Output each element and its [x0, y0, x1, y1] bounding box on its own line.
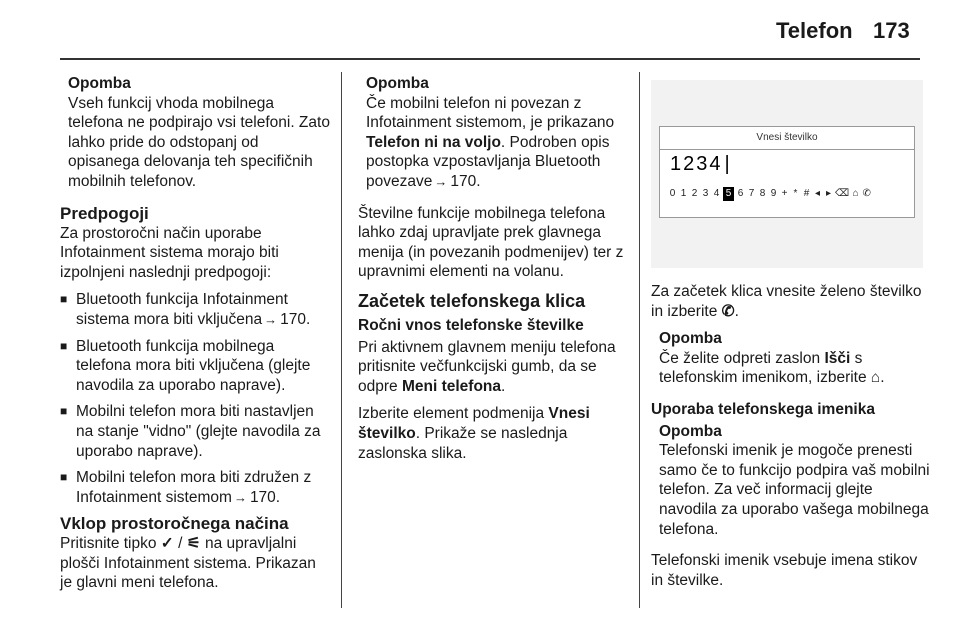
keypad-key[interactable]: * [793, 188, 798, 199]
column-3 [651, 74, 931, 590]
functions-paragraph: Številne funkcije mobilnega telefona lahko zdaj upravljate prek glavnega menija (in povezanih podmenijev) ter z upravnimi elementi na volanu. [358, 204, 624, 281]
column-divider-1 [341, 72, 342, 608]
screen-title: Vnesi številko [660, 127, 914, 150]
phonebook-paragraph: Telefonski imenik vsebuje imena stikov in številke. [651, 552, 918, 589]
page-reference[interactable]: → 170. [262, 311, 310, 328]
prerequisite-list [60, 290, 332, 507]
keypad-key[interactable]: 6 [737, 188, 744, 199]
heading-zacetek: Začetek telefonskega klica [358, 290, 586, 311]
heading-uporaba: Uporaba telefonskega imenika [651, 400, 875, 418]
heading-vklop: Vklop prostoročnega načina [60, 514, 289, 534]
keypad-key[interactable]: ▸ [825, 188, 832, 199]
page-reference[interactable]: → 170. [432, 173, 480, 190]
column-divider-2 [639, 72, 640, 608]
list-item: ■ Mobilni telefon mora biti združen z Infotainment sistemom→ 170. [60, 468, 332, 507]
keypad-row [668, 187, 871, 201]
keypad-key[interactable]: # [803, 188, 810, 199]
infotainment-screen [659, 126, 915, 218]
chapter-title: Telefon [776, 18, 853, 43]
keypad-key[interactable]: ◂ [814, 188, 821, 199]
keypad-key[interactable]: 8 [759, 188, 766, 199]
keypad-key[interactable]: 1 [680, 188, 687, 199]
note-title: Opomba [68, 75, 131, 92]
note-text: Vseh funkcij vhoda mobilnega telefona ne podpirajo vsi telefoni. Zato lahko pride do odstopanj od opisanega delovanja teh specifičnih mobilnih telefonov. [68, 94, 330, 190]
note-title: Opomba [659, 422, 722, 440]
submenu-paragraph: Izberite element podmenija Vnesi številko. Prikaže se naslednja zaslonska slika. [358, 405, 590, 462]
list-item: ■ Bluetooth funkcija Infotainment sistema mora biti vključena→ 170. [60, 290, 332, 329]
note-title: Opomba [366, 75, 429, 92]
keypad-key[interactable]: 2 [691, 188, 698, 199]
page-reference[interactable]: → 170. [232, 489, 280, 506]
keypad-key[interactable]: ✆ [862, 188, 871, 199]
keypad-key[interactable]: 7 [748, 188, 755, 199]
keypad-key[interactable]: 5 [723, 187, 734, 201]
note-title: Opomba [659, 330, 722, 348]
header-divider [60, 58, 920, 60]
note-box [358, 74, 630, 192]
column-2 [358, 74, 630, 471]
page-number: 173 [873, 18, 910, 43]
call-paragraph: Za začetek klica vnesite želeno številko in izberite ✆. [651, 283, 922, 320]
list-item: ■ Bluetooth funkcija mobilnega telefona mora biti vključena (glejte navodila za uporabo naprave). [60, 337, 332, 396]
keypad-key[interactable]: 0 [669, 188, 676, 199]
intro-paragraph: Za prostoročni način uporabe Infotainment sistema morajo biti izpolnjeni naslednji predpogoji: [60, 224, 279, 281]
phone-mute-icon: ⚟ [186, 535, 201, 553]
keypad-key[interactable]: + [781, 188, 788, 199]
phone-answer-icon: ✓ [160, 535, 174, 553]
keypad-key[interactable]: 9 [770, 188, 777, 199]
list-item: ■ Mobilni telefon mora biti nastavljen na stanje "vidno" (glejte navodila za uporabo naprave). [60, 402, 332, 461]
keypad-key[interactable]: ⌫ [835, 188, 850, 199]
note-box [651, 422, 931, 540]
note-box [651, 329, 931, 388]
heading-predpogoji: Predpogoji [60, 203, 149, 223]
column-1 [60, 74, 332, 593]
vklop-paragraph: Pritisnite tipko ✓ / ⚟ na upravljalni plošči Infotainment sistema. Prikazan je glavni meni telefona. [60, 535, 316, 592]
menu-paragraph: Pri aktivnem glavnem meniju telefona pritisnite večfunkcijski gumb, da se odpre Meni telefona. [358, 338, 616, 395]
number-input[interactable]: 1234 | [670, 155, 732, 175]
heading-rocni-vnos: Ročni vnos telefonske številke [358, 316, 584, 334]
note-box [60, 74, 332, 192]
screen-figure [651, 80, 923, 268]
note-text: Telefonski imenik je mogoče prenesti samo če to funkcijo podpira vaš mobilni telefon. Za več informacij glejte navodila za uporabo vašega mobilnega telefona. [659, 442, 930, 538]
page-header [0, 0, 960, 60]
keypad-key[interactable]: ⌂ [852, 188, 859, 199]
phone-icon: ✆ [721, 302, 735, 320]
keypad-key[interactable]: 4 [713, 188, 720, 199]
keypad-key[interactable]: 3 [702, 188, 709, 199]
note-text: Če želite odpreti zaslon Išči s telefonskim imenikom, izberite ⌂. [659, 349, 885, 387]
phonebook-icon: ⌂ [870, 369, 881, 387]
note-text: Če mobilni telefon ni povezan z Infotainment sistemom, je prikazano Telefon ni na voljo. Podroben opis postopka vzpostavljanja Bluetooth povezave→ 170. [366, 94, 630, 192]
